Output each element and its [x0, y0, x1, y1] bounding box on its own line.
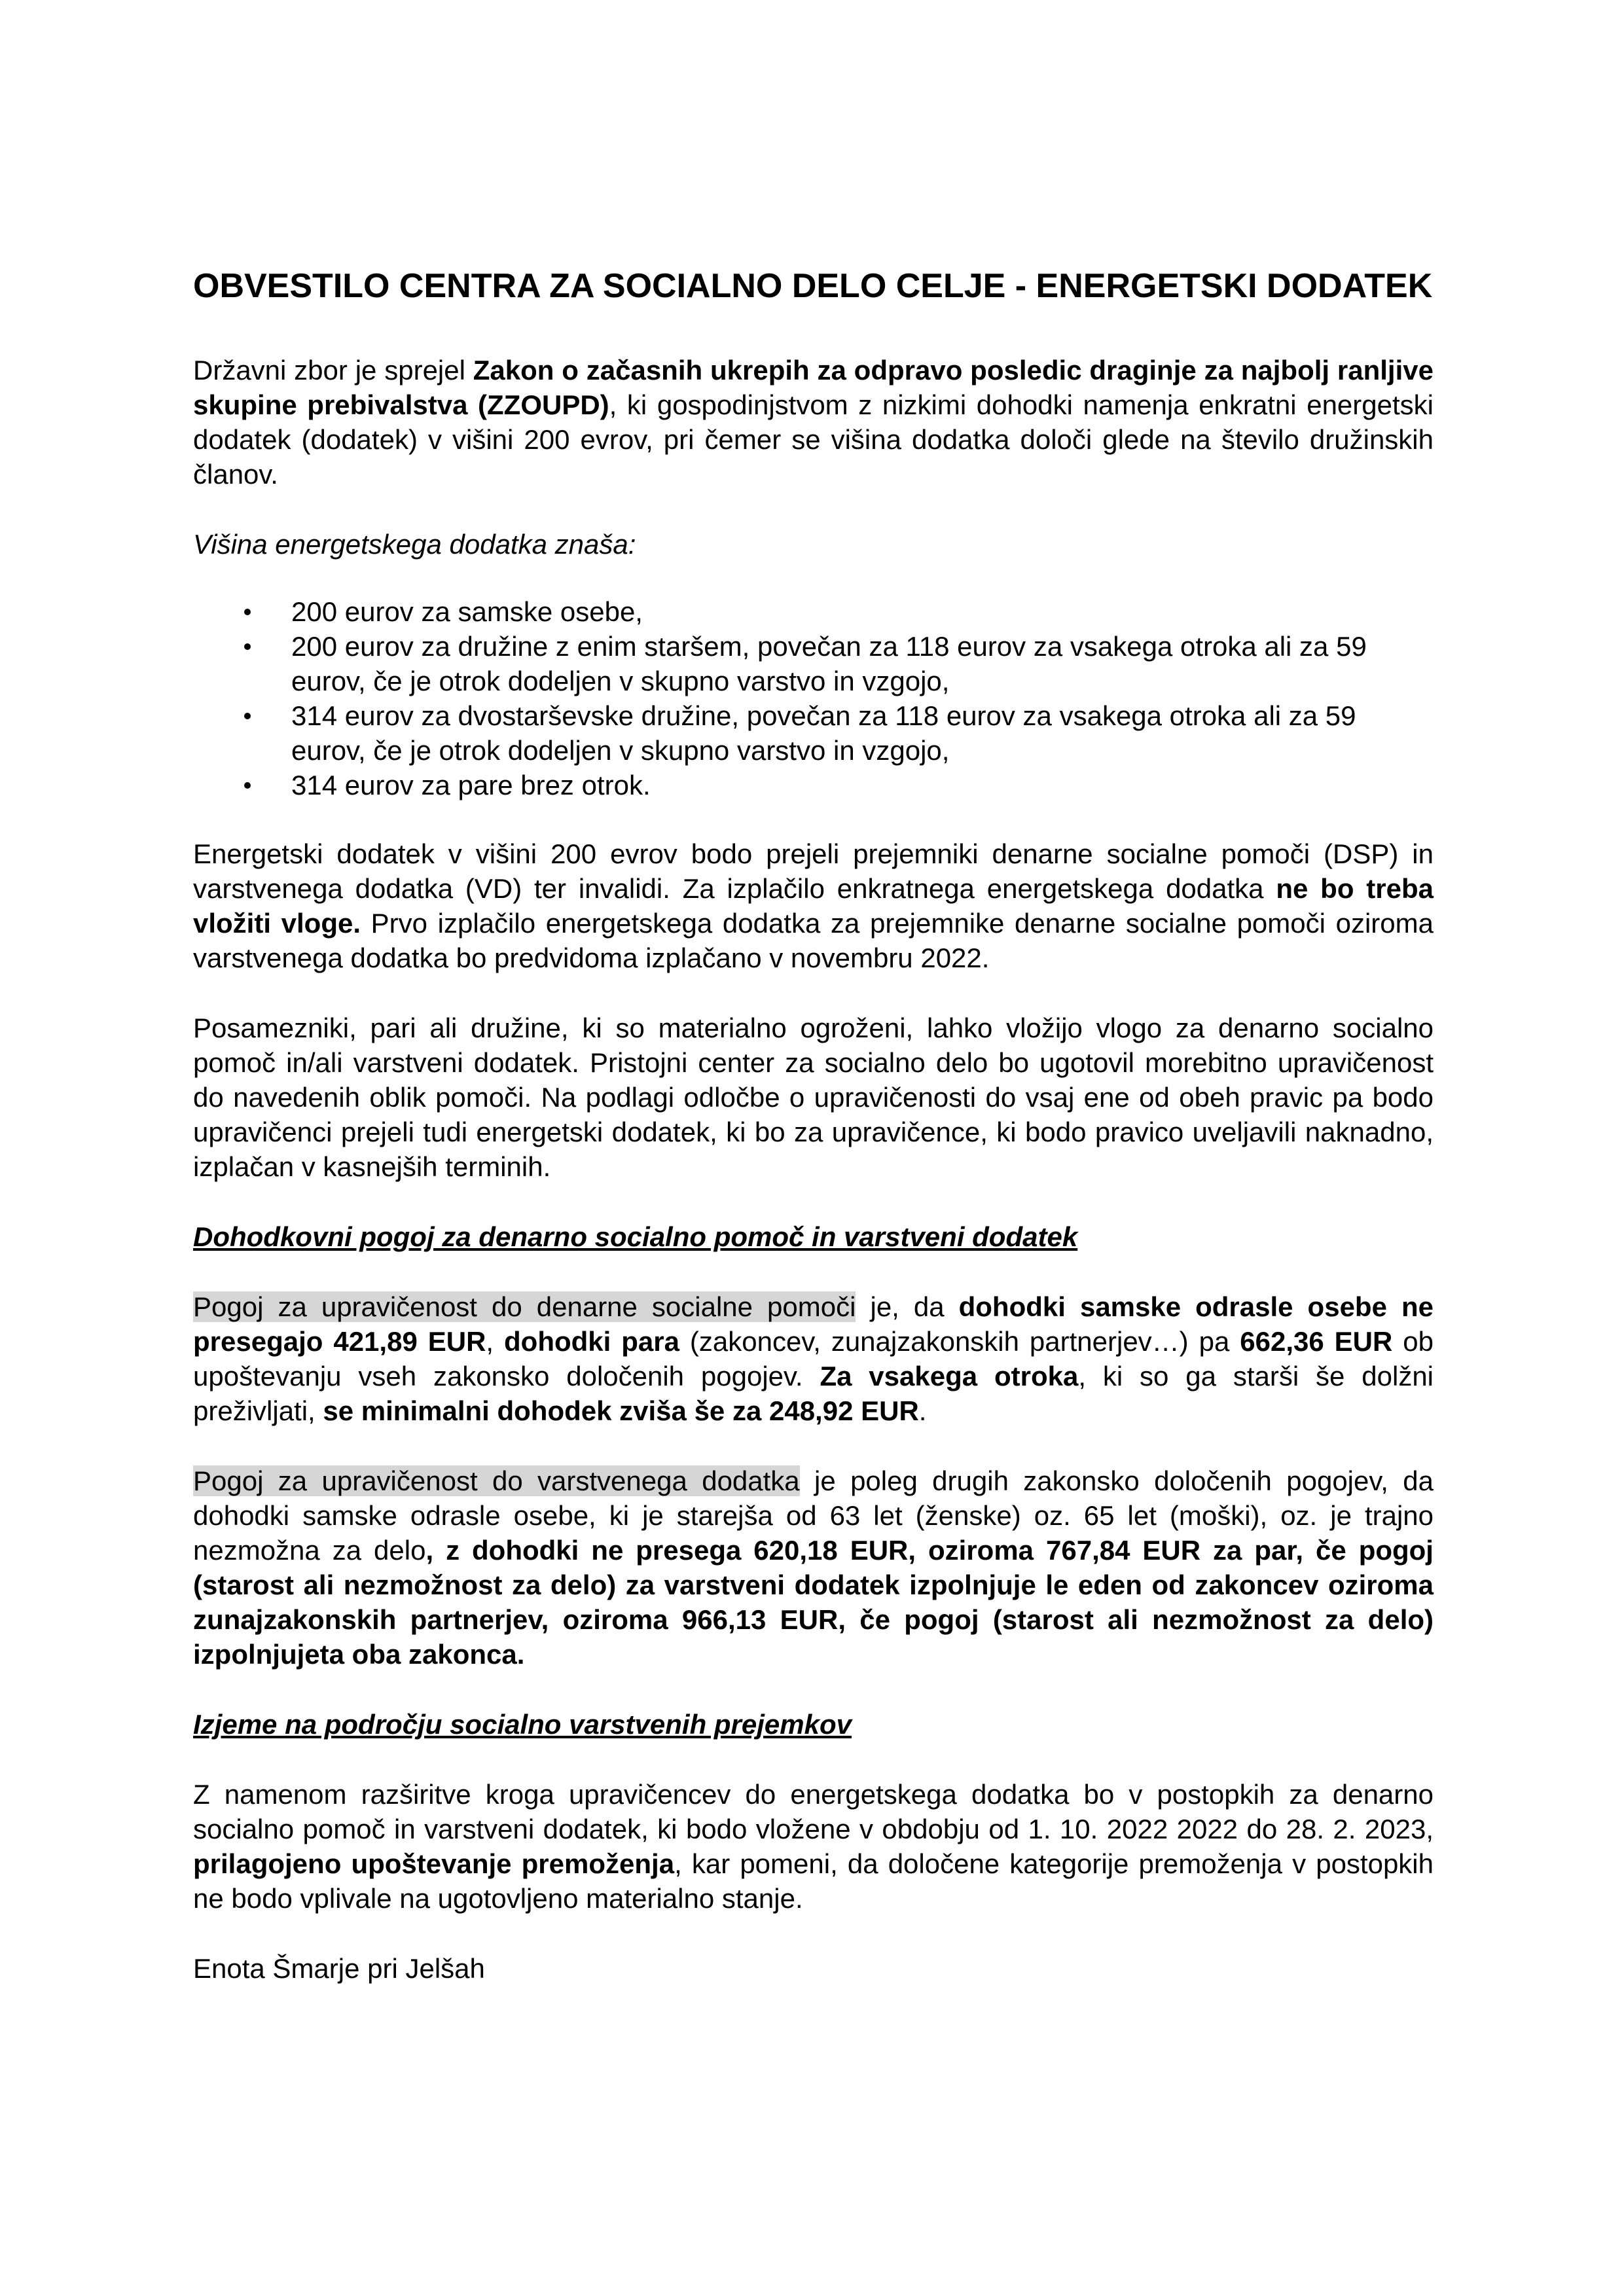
- bullet-icon: [244, 609, 251, 615]
- dsp-bold-1: dohodki samske odrasle osebe ne presegajo 421,89 EUR: [193, 1291, 1434, 1357]
- dsp-bold-3: 662,36 EUR: [1240, 1326, 1393, 1357]
- list-item-text: 314 eurov za dvostarševske družine, povečan za 118 eurov za vsakega otroka ali za 59 eurov, če je otrok dodeljen v skupno varstvo in vzgojo,: [291, 700, 1356, 766]
- dsp-text-5: , ki so ga starši še dolžni preživljati,: [193, 1361, 1434, 1426]
- recipients-text-2: Prvo izplačilo energetskega dodatka za prejemnike denarne socialne pomoči oziroma varstvenega dodatka bo predvidoma izplačano v novembru 2022.: [193, 908, 1434, 973]
- vd-bold-1: , z dohodki ne presega 620,18 EUR, oziroma 767,84 EUR za par, če pogoj (starost ali nezmožnost za delo) za varstveni dodatek izpolnjuje le eden od zakoncev oziroma zunajzakonskih partnerjev, oziroma 966,13 EUR, če pogoj (starost ali nezmožnost za delo) izpolnjujeta oba zakonca.: [193, 1535, 1434, 1670]
- intro-paragraph: [193, 353, 1434, 492]
- signature: Enota Šmarje pri Jelšah: [193, 1953, 485, 1984]
- section-heading-income: Dohodkovni pogoj za denarno socialno pomoč in varstveni dodatek: [193, 1221, 1078, 1252]
- dsp-bold-5: se minimalni dohodek zviša še za 248,92 EUR: [323, 1395, 919, 1426]
- intro-text-1: Državni zbor je sprejel: [193, 355, 473, 386]
- document-title: OBVESTILO CENTRA ZA SOCIALNO DELO CELJE - ENERGETSKI DODATEK: [193, 267, 1433, 305]
- list-item-text: 200 eurov za družine z enim staršem, povečan za 118 eurov za vsakega otroka ali za 59 eurov, če je otrok dodeljen v skupno varstvo in vzgojo,: [291, 631, 1367, 696]
- exceptions-bold-1: prilagojeno upoštevanje premoženja: [193, 1848, 675, 1879]
- list-item: [193, 594, 1434, 629]
- bullet-icon: [244, 643, 251, 650]
- list-item: [193, 629, 1434, 698]
- exceptions-text-1: Z namenom razširitve kroga upravičencev do energetskega dodatka bo v postopkih za denarno socialno pomoč in varstveni dodatek, ki bodo vložene v obdobju od 1. 10. 2022 2022 do 28. 2. 2023,: [193, 1779, 1434, 1844]
- list-item: [193, 768, 1434, 802]
- bullet-icon: [244, 782, 251, 789]
- no-application-note: ne bo treba vložiti vloge.: [193, 873, 1434, 939]
- bullet-icon: [244, 713, 251, 719]
- amounts-heading: Višina energetskega dodatka znaša:: [193, 529, 636, 560]
- law-name: Zakon o začasnih ukrepih za odpravo posledic draginje za najbolj ranljive skupine prebivalstva (ZZOUPD): [193, 355, 1434, 420]
- recipients-text-1: Energetski dodatek v višini 200 evrov bodo prejeli prejemniki denarne socialne pomoči (DSP) in varstvenega dodatka (VD) ter invalidi. Za izplačilo enkratnega energetskega dodatka: [193, 838, 1434, 904]
- document-page: [193, 265, 1434, 1986]
- list-item-text: 200 eurov za samske osebe,: [291, 596, 643, 627]
- vd-text-1: je poleg drugih zakonsko določenih pogojev, da dohodki samske odrasle osebe, ki je starejša od 63 let (ženske) oz. 65 let (moški), oz. je trajno nezmožna za delo: [193, 1465, 1434, 1566]
- amounts-list: [193, 594, 1434, 802]
- dsp-text-3: (zakoncev, zunajzakonskih partnerjev…) pa: [679, 1326, 1240, 1357]
- eligibility-paragraph: Posamezniki, pari ali družine, ki so materialno ogroženi, lahko vložijo vlogo za denarno socialno pomoč in/ali varstveni dodatek. Pristojni center za socialno delo bo ugotovil morebitno upravičenost do navedenih oblik pomoči. Na podlagi odločbe o upravičenosti do vsaj ene od obeh pravic pa bodo upravičenci prejeli tudi energetski dodatek, ki bo za upravičence, ki bodo pravico uveljavili naknadno, izplačan v kasnejših terminih.: [193, 1013, 1434, 1182]
- vd-highlight: Pogoj za upravičenost do varstvenega dodatka: [193, 1465, 800, 1496]
- dsp-condition-paragraph: [193, 1289, 1434, 1428]
- dsp-highlight: Pogoj za upravičenost do denarne socialne pomoči: [193, 1291, 856, 1322]
- dsp-bold-4: Za vsakega otroka: [820, 1361, 1079, 1391]
- intro-text-2: , ki gospodinjstvom z nizkimi dohodki namenja enkratni energetski dodatek (dodatek) v višini 200 evrov, pri čemer se višina dodatka določi glede na število družinskih članov.: [193, 389, 1434, 490]
- vd-condition-paragraph: [193, 1463, 1434, 1672]
- dsp-text-2: ,: [486, 1326, 505, 1357]
- dsp-text-4: ob upoštevanju vseh zakonsko določenih pogojev.: [193, 1326, 1434, 1391]
- list-item-text: 314 eurov za pare brez otrok.: [291, 770, 651, 800]
- dsp-text-6: .: [918, 1395, 927, 1426]
- exceptions-paragraph: [193, 1777, 1434, 1916]
- recipients-paragraph: [193, 836, 1434, 975]
- exceptions-text-2: , kar pomeni, da določene kategorije premoženja v postopkih ne bodo vplivale na ugotovljeno materialno stanje.: [193, 1848, 1434, 1914]
- dsp-text-1: je, da: [856, 1291, 959, 1322]
- list-item: [193, 698, 1434, 768]
- dsp-bold-2: dohodki para: [504, 1326, 679, 1357]
- section-heading-exceptions: Izjeme na področju socialno varstvenih prejemkov: [193, 1709, 852, 1740]
